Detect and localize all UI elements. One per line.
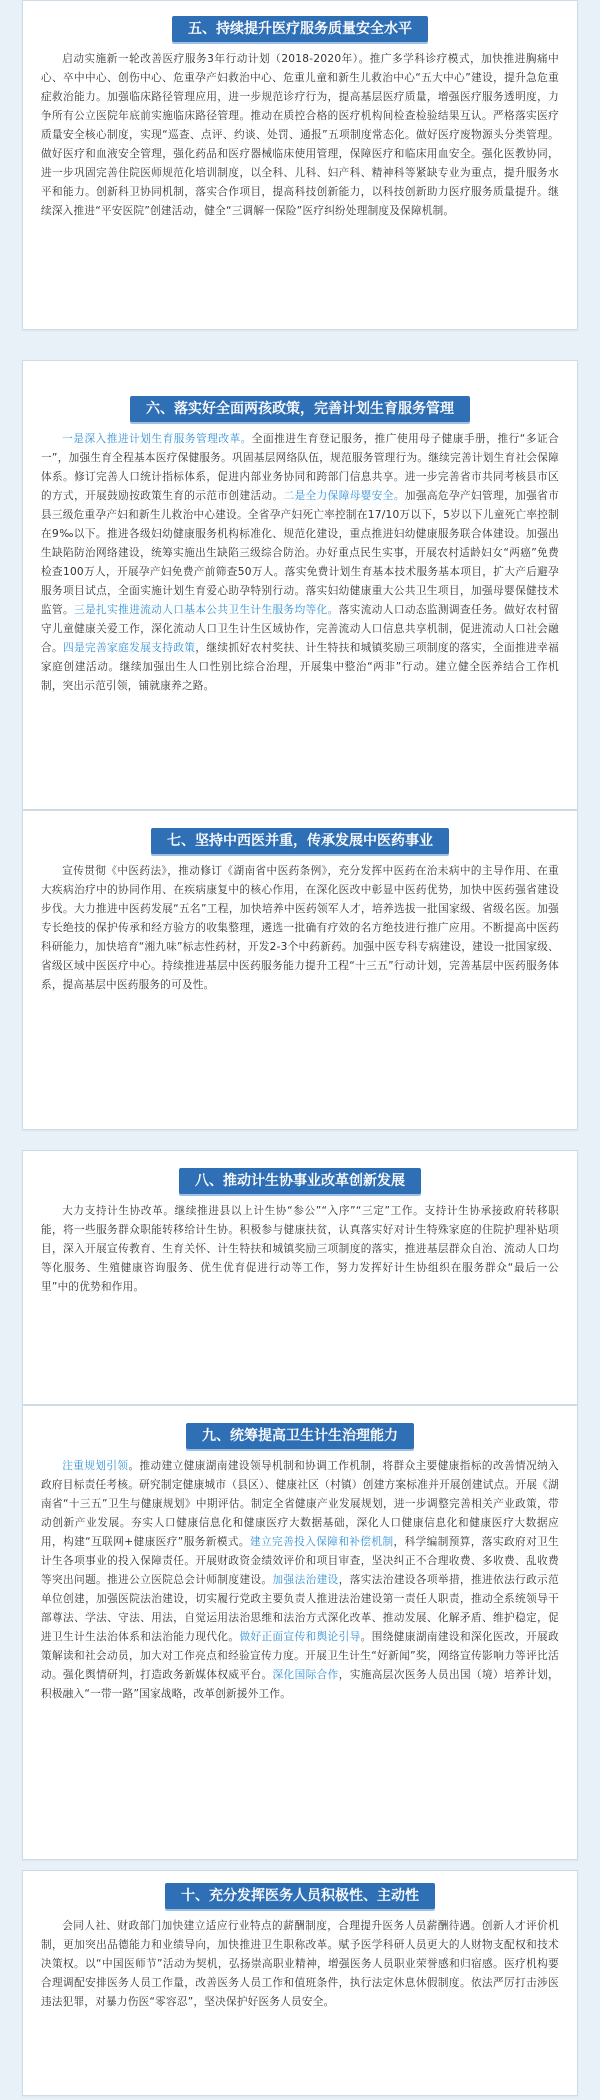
body-paragraph	[41, 1457, 559, 1704]
highlight-phrase: 三是扎实推进流动人口基本公共卫生计生服务均等化。	[74, 604, 339, 616]
section-heading: 六、落实好全面两孩政策，完善计划生育服务管理	[130, 396, 470, 422]
body-text-run: 会同人社、财政部门加快建立适应行业特点的薪酬制度，合理提升医务人员薪酬待遇。创新人才评价机制，更加突出品德能力和业绩导向，加快推进卫生职称改革。赋予医学科研人员更大的人财物支配权和技术决策权。以“中国医师节”活动为契机，弘扬崇高职业精神，增强医务人员职业荣誉感和归宿感。医疗机构要合理调配安排医务人员工作量，改善医务人员工作和值班条件，执行法定休息休假制度。依法严厉打击涉医违法犯罪，对暴力伤医“零容忍”，坚决保护好医务人员安全。	[41, 1920, 559, 2008]
section-heading: 五、持续提升医疗服务质量安全水平	[172, 16, 428, 42]
body-text-run: 大力支持计生协改革。继续推进县以上计生协“参公”“入序”“三定”工作。支持计生协承接政府转移职能，将一些服务群众职能转移给计生协。积极参与健康扶贫，认真落实好对计生特殊家庭的住院护理补贴项目，深入开展宣传教育、生育关怀、计生特扶和城镇奖励三项制度的落实，推进基层群众自治、流动人口均等化服务、生殖健康咨询服务、优生优育促进行动等工作，努力发挥好计生协组织在服务群众“最后一公里”中的优势和作用。	[41, 1205, 559, 1293]
section-body	[23, 862, 577, 995]
body-text-run: 。推动建立健康湖南建设领导机制和协调工作机制，将群众主要健康指标的改善情况纳入政府目标责任考核。研究制定健康城市（县区）、健康社区（村镇）创建方案标准并开展创建试点。开展《湖南省“十三五”卫生与健康规划》中期评估。制定全省健康产业发展规划，进一步调整完善相关产业政策，带动创新产业发展。夯实人口健康信息化和健康医疗大数据基础，深化人口健康信息化和健康医疗大数据应用，构建“互联网+健康医疗”服务新模式。	[41, 1460, 560, 1548]
section-body	[23, 50, 577, 221]
section-heading: 八、推动计生协事业改革创新发展	[179, 1168, 421, 1194]
body-text-run: 全面推进生育登记服务，推广使用母子健康手册，推行“多证合一”，加强生育全程基本医疗保健服务。巩固基层网络队伍，规范服务管理行为。继续完善计划生育社会保障体系。修订完善人口统计指标体系，促进内部业务协同和跨部门信息共享。进一步完善省市共同考核县市区的方式，开展鼓励按政策生育的示范市创建活动。	[41, 433, 559, 502]
body-paragraph	[41, 862, 559, 995]
highlight-phrase: 四是完善家庭发展支持政策	[63, 642, 196, 654]
highlight-phrase: 注重规划引领	[62, 1460, 129, 1472]
section-tcm	[22, 810, 578, 1130]
body-text-run: ，科学编制预算，落实政府对卫生计生各项事业的投入保障责任。开展财政资金绩效评价和项目审查，坚决纠正不合理收费、多收费、乱收费等突出问题。推进公立医院总会计师制度建设。	[41, 1536, 560, 1586]
highlight-phrase: 一是深入推进计划生育服务管理改革。	[62, 433, 252, 445]
body-paragraph	[41, 1917, 559, 2012]
section-medical-staff	[22, 1870, 578, 2096]
section-medical-quality	[22, 0, 578, 330]
body-paragraph	[41, 430, 559, 696]
body-paragraph	[41, 50, 559, 221]
section-body	[23, 430, 577, 696]
section-body	[23, 1457, 577, 1704]
highlight-phrase: 建立完善投入保障和补偿机制	[249, 1536, 394, 1548]
section-heading: 九、统筹提高卫生计生治理能力	[186, 1423, 414, 1449]
body-text-run: 落实流动人口动态监测调查任务。做好农村留守儿童健康关爱工作，深化流动人口卫生计生区域协作，完善流动人口信息共享机制，促进流动人口社会融合。	[41, 604, 560, 654]
body-text-run: 。围绕健康湖南建设和深化医改，开展政策解读和社会动员，加大对工作亮点和经验宣传力度。开展卫生计生“好新闻”奖，网络宣传影响力等评比活动。强化舆情研判，打造政务新媒体权威平台。	[41, 1631, 560, 1681]
body-text-run: 启动实施新一轮改善医疗服务3年行动计划（2018-2020年）。推广多学科诊疗模式，加快推进胸痛中心、卒中中心、创伤中心、危重孕产妇救治中心、危重儿童和新生儿救治中心“五大中心”建设，提升急危重症救治能力。加强临床路径管理应用，进一步规范诊疗行为，提高基层医疗质量，增强医疗服务透明度，力争所有公立医院年底前实施临床路径管理。推动在质控合格的医疗机构间检查检验结果互认。严格落实医疗质量安全核心制度，实现“巡查、点评、约谈、处罚、通报”五项制度常态化。做好医疗废物源头分类管理。做好医疗和血液安全管理，强化药品和医疗器械临床使用管理，保障医疗和临床用血安全。强化医教协同，进一步巩固完善住院医师规范化培训制度，以全科、儿科、妇产科、精神科等紧缺专业为重点，提升服务水平和能力。创新科卫协同机制，落实合作项目，提高科技创新能力，以科技创新助力医疗服务质量提升。继续深入推进“平安医院”创建活动，健全“三调解一保险”医疗纠纷处理制度及保障机制。	[41, 53, 559, 217]
highlight-phrase: 加强法治建设	[272, 1574, 339, 1586]
section-heading: 十、充分发挥医务人员积极性、主动性	[165, 1883, 435, 1909]
body-text-run: ，落实法治建设各项举措，推进依法行政示范单位创建，加强医院法治建设，切实履行党政主要负责人推进法治建设第一责任人职责，推动全系统领导干部尊法、学法、守法、用法，自觉运用法治思维和法治方式深化改革、推动发展、化解矛盾、维护稳定，促进卫生计生法治体系和法治能力现代化。	[41, 1574, 560, 1643]
highlight-phrase: 二是全力保障母婴安全。	[283, 490, 405, 502]
section-body	[23, 1917, 577, 2012]
section-family-planning	[22, 360, 578, 810]
section-heading: 七、坚持中西医并重，传承发展中医药事业	[151, 828, 449, 854]
highlight-phrase: 深化国际合作	[272, 1669, 339, 1681]
body-text-run: ，实施高层次医务人员出国（境）培养计划，积极融入“一带一路”国家战略，改革创新援外工作。	[41, 1669, 560, 1700]
highlight-phrase: 做好正面宣传和舆论引导	[239, 1631, 361, 1643]
section-family-planning-association	[22, 1150, 578, 1405]
section-body	[23, 1202, 577, 1297]
body-text-run: ，继续抓好农村奖扶、计生特扶和城镇奖励三项制度的落实，全面推进幸福家庭创建活动。继续加强出生人口性别比综合治理，开展集中整治“两非”行动。建立健全医养结合工作机制，突出示范引领，铺就康养之路。	[41, 642, 560, 692]
body-paragraph	[41, 1202, 559, 1297]
section-governance	[22, 1405, 578, 1860]
body-text-run: 宣传贯彻《中医药法》，推动修订《湖南省中医药条例》，充分发挥中医药在治未病中的主导作用、在重大疾病治疗中的协同作用、在疾病康复中的核心作用，在深化医改中彰显中医药优势，加快中医药强省建设步伐。大力推进中医药发展“五名”工程，加快培养中医药领军人才，培养选拔一批国家级、省级名医。加强专长绝技的保护传承和经方验方的收集整理，遴选一批确有疗效的名方绝技进行推广应用。不断提高中医药科研能力，加快培育“湘九味”标志性药材，开发2-3个中药新药。加强中医专科专病建设，建设一批国家级、省级区域中医医疗中心。持续推进基层中医药服务能力提升工程“十三五”行动计划，完善基层中医药服务体系，提高基层中医药服务的可及性。	[41, 865, 559, 991]
body-text-run: 加强高危孕产妇管理，加强省市县三级危重孕产妇和新生儿救治中心建设。全省孕产妇死亡率控制在17/10万以下，5岁以下儿童死亡率控制在9‰以下。推进各级妇幼健康服务机构标准化、规范化建设，重点推进妇幼健康服务联合体建设。加强出生缺陷防治网络建设，统筹实施出生缺陷三级综合防治。办好重点民生实事，开展农村适龄妇女“两癌”免费检查100万人，开展孕产妇免费产前筛查50万人。落实免费计划生育基本技术服务基本项目，扩大产后避孕服务项目试点，全面实施计划生育爱心助孕特别行动。落实妇幼健康重大公共卫生项目，加强母婴保健技术监管。	[41, 490, 560, 616]
